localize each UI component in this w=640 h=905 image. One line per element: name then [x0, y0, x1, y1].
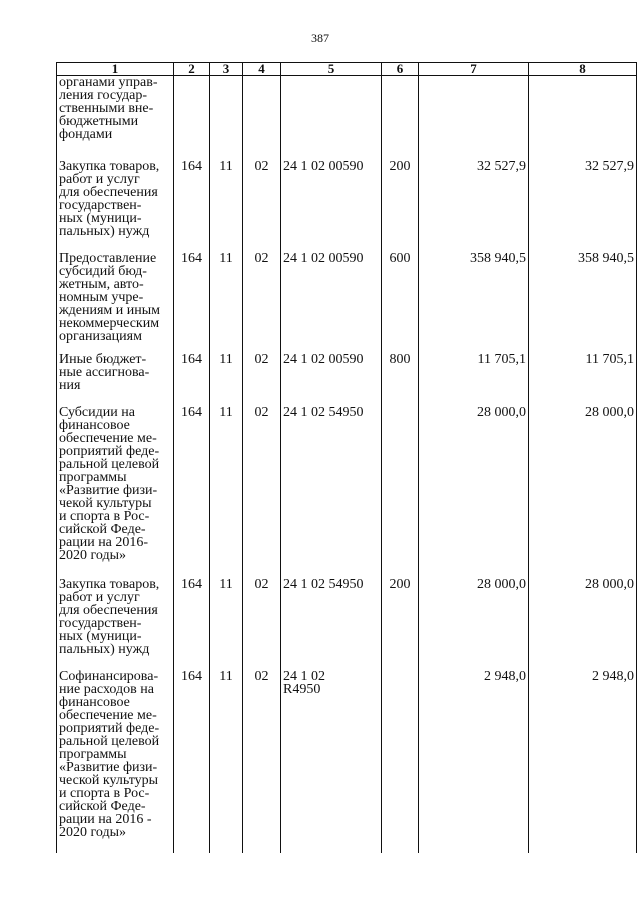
subsection-code-cell: 02: [243, 353, 281, 406]
expense-type-cell: [382, 406, 419, 578]
table-row: [57, 76, 637, 157]
amount-cell: 28 000,0: [529, 578, 637, 670]
expense-name-cell: Закупка товаров, работ и услуг для обеспечения государствен- ных (муници- пальных) нужд: [57, 156, 174, 252]
subsection-code-cell: 02: [243, 156, 281, 252]
column-header: 2: [174, 63, 210, 76]
target-article-cell: 24 1 02 00590: [281, 156, 382, 252]
column-header: 8: [529, 63, 637, 76]
expense-name-cell: Закупка товаров, работ и услуг для обеспечения государствен- ных (муници- пальных) нужд: [57, 578, 174, 670]
subsection-code-cell: [243, 76, 281, 157]
expense-type-cell: 600: [382, 252, 419, 353]
section-code-cell: 11: [210, 578, 243, 670]
column-number-header-row: [57, 63, 637, 76]
table-row: [57, 406, 637, 578]
table-row: [57, 578, 637, 670]
section-code-cell: 11: [210, 156, 243, 252]
column-header: 4: [243, 63, 281, 76]
ministry-code-cell: 164: [174, 353, 210, 406]
ministry-code-cell: [174, 76, 210, 157]
subsection-code-cell: 02: [243, 670, 281, 853]
amount-cell: 28 000,0: [419, 578, 529, 670]
expense-type-cell: 800: [382, 353, 419, 406]
table-row: [57, 252, 637, 353]
column-header: 7: [419, 63, 529, 76]
expense-type-cell: 200: [382, 578, 419, 670]
ministry-code-cell: 164: [174, 156, 210, 252]
amount-cell: 28 000,0: [419, 406, 529, 578]
table-row: [57, 156, 637, 252]
section-code-cell: [210, 76, 243, 157]
amount-cell: 32 527,9: [529, 156, 637, 252]
section-code-cell: 11: [210, 406, 243, 578]
column-header: 1: [57, 63, 174, 76]
target-article-cell: 24 1 02 54950: [281, 406, 382, 578]
ministry-code-cell: 164: [174, 252, 210, 353]
table-row: [57, 670, 637, 853]
amount-cell: 2 948,0: [529, 670, 637, 853]
target-article-cell: 24 1 02 00590: [281, 252, 382, 353]
section-code-cell: 11: [210, 353, 243, 406]
section-code-cell: 11: [210, 252, 243, 353]
ministry-code-cell: 164: [174, 578, 210, 670]
page-number: 387: [311, 31, 329, 45]
target-article-cell: 24 1 02 54950: [281, 578, 382, 670]
expense-type-cell: 200: [382, 156, 419, 252]
column-header: 6: [382, 63, 419, 76]
amount-cell: 11 705,1: [529, 353, 637, 406]
budget-table: [56, 62, 637, 853]
expense-type-cell: [382, 76, 419, 157]
amount-cell: 358 940,5: [419, 252, 529, 353]
target-article-cell: 24 1 02 R4950: [281, 670, 382, 853]
target-article-cell: 24 1 02 00590: [281, 353, 382, 406]
ministry-code-cell: 164: [174, 406, 210, 578]
expense-name-cell: органами управ- ления государ- ственными вне- бюджетными фондами: [57, 76, 174, 157]
column-header: 3: [210, 63, 243, 76]
expense-name-cell: Софинансирова- ние расходов на финансовое обеспечение ме- роприятий феде- ральной целевой программы «Развитие физи- ческой культуры и спорта в Рос- сийской Феде- рации на 2016 - 2020 годы»: [57, 670, 174, 853]
expense-name-cell: Иные бюджет- ные ассигнова- ния: [57, 353, 174, 406]
subsection-code-cell: 02: [243, 252, 281, 353]
amount-cell: 11 705,1: [419, 353, 529, 406]
section-code-cell: 11: [210, 670, 243, 853]
subsection-code-cell: 02: [243, 578, 281, 670]
table-row: [57, 353, 637, 406]
target-article-cell: [281, 76, 382, 157]
amount-cell: 358 940,5: [529, 252, 637, 353]
ministry-code-cell: 164: [174, 670, 210, 853]
amount-cell: 32 527,9: [419, 156, 529, 252]
amount-cell: 28 000,0: [529, 406, 637, 578]
amount-cell: 2 948,0: [419, 670, 529, 853]
amount-cell: [419, 76, 529, 157]
expense-name-cell: Субсидии на финансовое обеспечение ме- роприятий феде- ральной целевой программы «Развитие физи- чекой культуры и спорта в Рос- сийской Феде- рации на 2016- 2020 годы»: [57, 406, 174, 578]
expense-type-cell: [382, 670, 419, 853]
expense-name-cell: Предоставление субсидий бюд- жетным, авто- номным учре- ждениям и иным некоммерческим организациям: [57, 252, 174, 353]
column-header: 5: [281, 63, 382, 76]
amount-cell: [529, 76, 637, 157]
subsection-code-cell: 02: [243, 406, 281, 578]
